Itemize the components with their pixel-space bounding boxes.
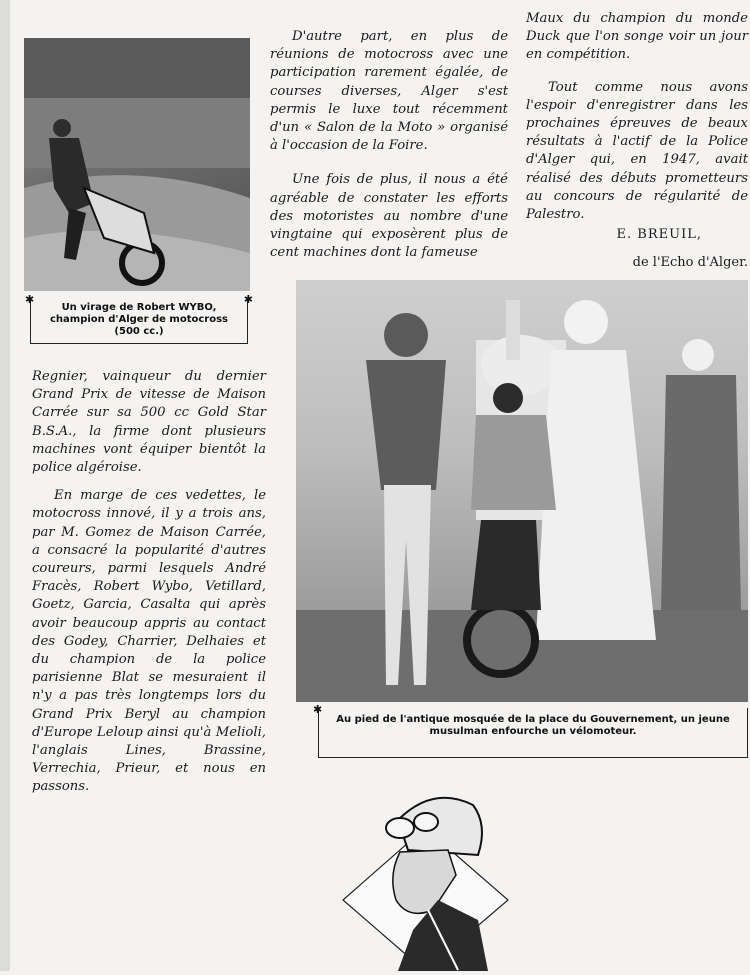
paragraph: En marge de ces vedettes, le motocross innové, il y a trois ans, par M. Gomez de Maison Carrée, a consacré la popularité d'autres coureurs, parmi lesquels André Fracès, Robert Wybo, Vetillard, Goetz, Garcia, Casalta qui après avoir beaucoup appris au contact des Godey, Charrier, Delhaies et du champion de la police parisienne Blat se mesuraient il n'y a pas très longtemps lors du Grand Prix Beryl au champion d'Europe Leloup ainsi qu'à Melioli, l'anglais Lines, Brassine, Verrechia, Prieur, et nous en passons.	[32, 488, 266, 795]
paragraph: D'autre part, en plus de réunions de motocross avec une participation rarement égalée, de courses diverses, Alger s'est permis le luxe tout récemment d'un « Salon de la Moto » organisé à l'occasion de la Foire.	[270, 29, 508, 154]
photo1-caption-line: champion d'Alger de motocross	[49, 314, 228, 325]
photo2-caption	[313, 703, 748, 758]
paragraph: Tout comme nous avons l'espoir d'enregistrer dans les prochaines épreuves de beaux résultats à l'actif de la Police d'Alger qui, en 1947, avait réalisé des débuts prometteurs au concours de régularité de Palestro.	[526, 79, 748, 223]
signature-paper: de l'Echo d'Alger.	[632, 255, 748, 271]
paragraph: Maux du champion du monde Duck que l'on songe voir un jour en compétition.	[526, 11, 748, 63]
star-icon: ✱	[243, 293, 253, 306]
photo2-caption-line: Au pied de l'antique mosquée de la place du Gouvernement, un jeune	[336, 714, 730, 725]
paragraph: Une fois de plus, il nous a été agréable de constater les efforts des motoristes au nombre d'une vingtaine qui exposèrent plus de cent machines dont la fameuse	[270, 172, 508, 261]
photo1-caption	[25, 293, 253, 344]
photo-motocross-rider	[24, 38, 250, 291]
star-icon: ✱	[25, 293, 35, 306]
star-icon: ✱	[313, 703, 323, 716]
photo2-caption-line: musulman enfourche un vélomoteur.	[429, 726, 637, 737]
signature-name: E. BREUIL,	[616, 227, 702, 243]
rider-illustration	[338, 780, 513, 971]
column-left	[32, 368, 266, 807]
page-binding-edge	[0, 0, 10, 971]
photo1-caption-line: (500 cc.)	[114, 326, 164, 337]
column-right	[526, 10, 748, 282]
photo1-caption-line: Un virage de Robert WYBO,	[61, 302, 217, 313]
column-middle	[270, 28, 508, 272]
paragraph: Regnier, vainqueur du dernier Grand Prix de vitesse de Maison Carrée sur sa 500 cc Gold Star B.S.A., la firme dont plusieurs machines vont équiper bientôt la police algéroise.	[32, 369, 266, 476]
photo-mosque-moped	[296, 280, 748, 702]
